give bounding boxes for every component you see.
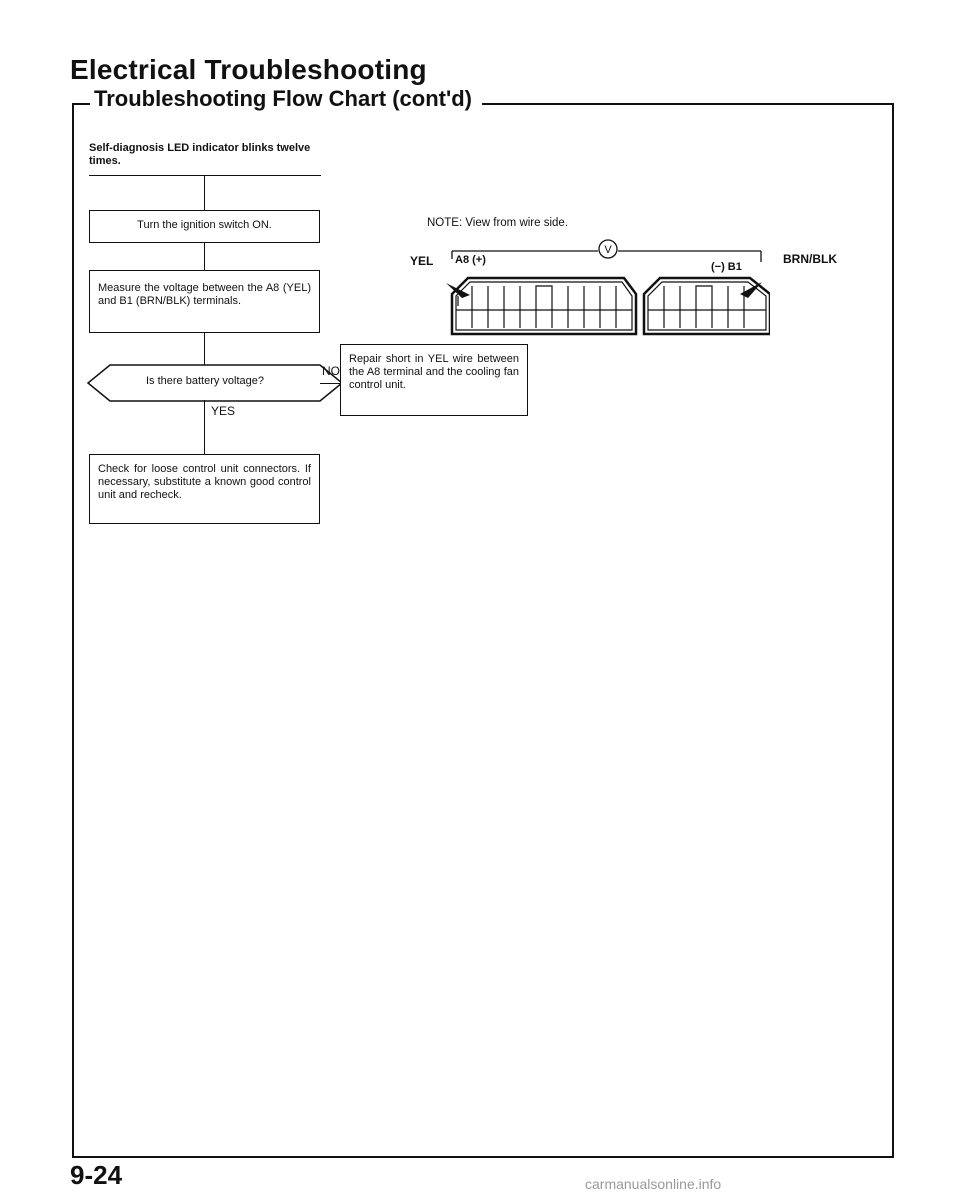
flow-connector xyxy=(204,175,205,211)
flow-connector xyxy=(204,333,205,366)
flow-connector xyxy=(204,243,205,271)
section-title: Electrical Troubleshooting xyxy=(70,54,427,85)
start-line xyxy=(89,175,321,176)
decision-question: Is there battery voltage? xyxy=(145,375,264,387)
yes-branch-line xyxy=(204,400,205,455)
terminal-b1-label: (−) B1 xyxy=(711,261,742,273)
yes-action-box: Check for loose control unit connectors. If necessary, substitute a known good control unit and recheck. xyxy=(89,454,320,524)
connector-b xyxy=(644,278,770,334)
connector-a xyxy=(446,278,636,334)
intro-condition: Self-diagnosis LED indicator blinks twelve times. xyxy=(89,142,311,167)
no-action-box: Repair short in YEL wire between the A8 terminal and the cooling fan control unit. xyxy=(340,344,528,416)
connector-diagram xyxy=(440,236,770,346)
terminal-a8-label: A8 (+) xyxy=(455,254,486,266)
yel-wire-label: YEL xyxy=(410,254,434,268)
step-ignition-on: Turn the ignition switch ON. xyxy=(89,210,320,243)
no-label: NO xyxy=(322,364,340,378)
page-number: 9-24 xyxy=(70,1160,123,1190)
view-note: NOTE: View from wire side. xyxy=(427,217,569,229)
brn-blk-wire-label: BRN/BLK xyxy=(783,252,837,266)
voltmeter-symbol: V xyxy=(604,244,612,256)
step-measure-voltage: Measure the voltage between the A8 (YEL) and B1 (BRN/BLK) terminals. xyxy=(89,270,320,333)
yes-label: YES xyxy=(211,404,236,418)
watermark: carmanualsonline.info xyxy=(585,1176,722,1192)
no-branch-line xyxy=(320,383,341,384)
flowchart-heading: Troubleshooting Flow Chart (cont'd) xyxy=(90,86,482,112)
